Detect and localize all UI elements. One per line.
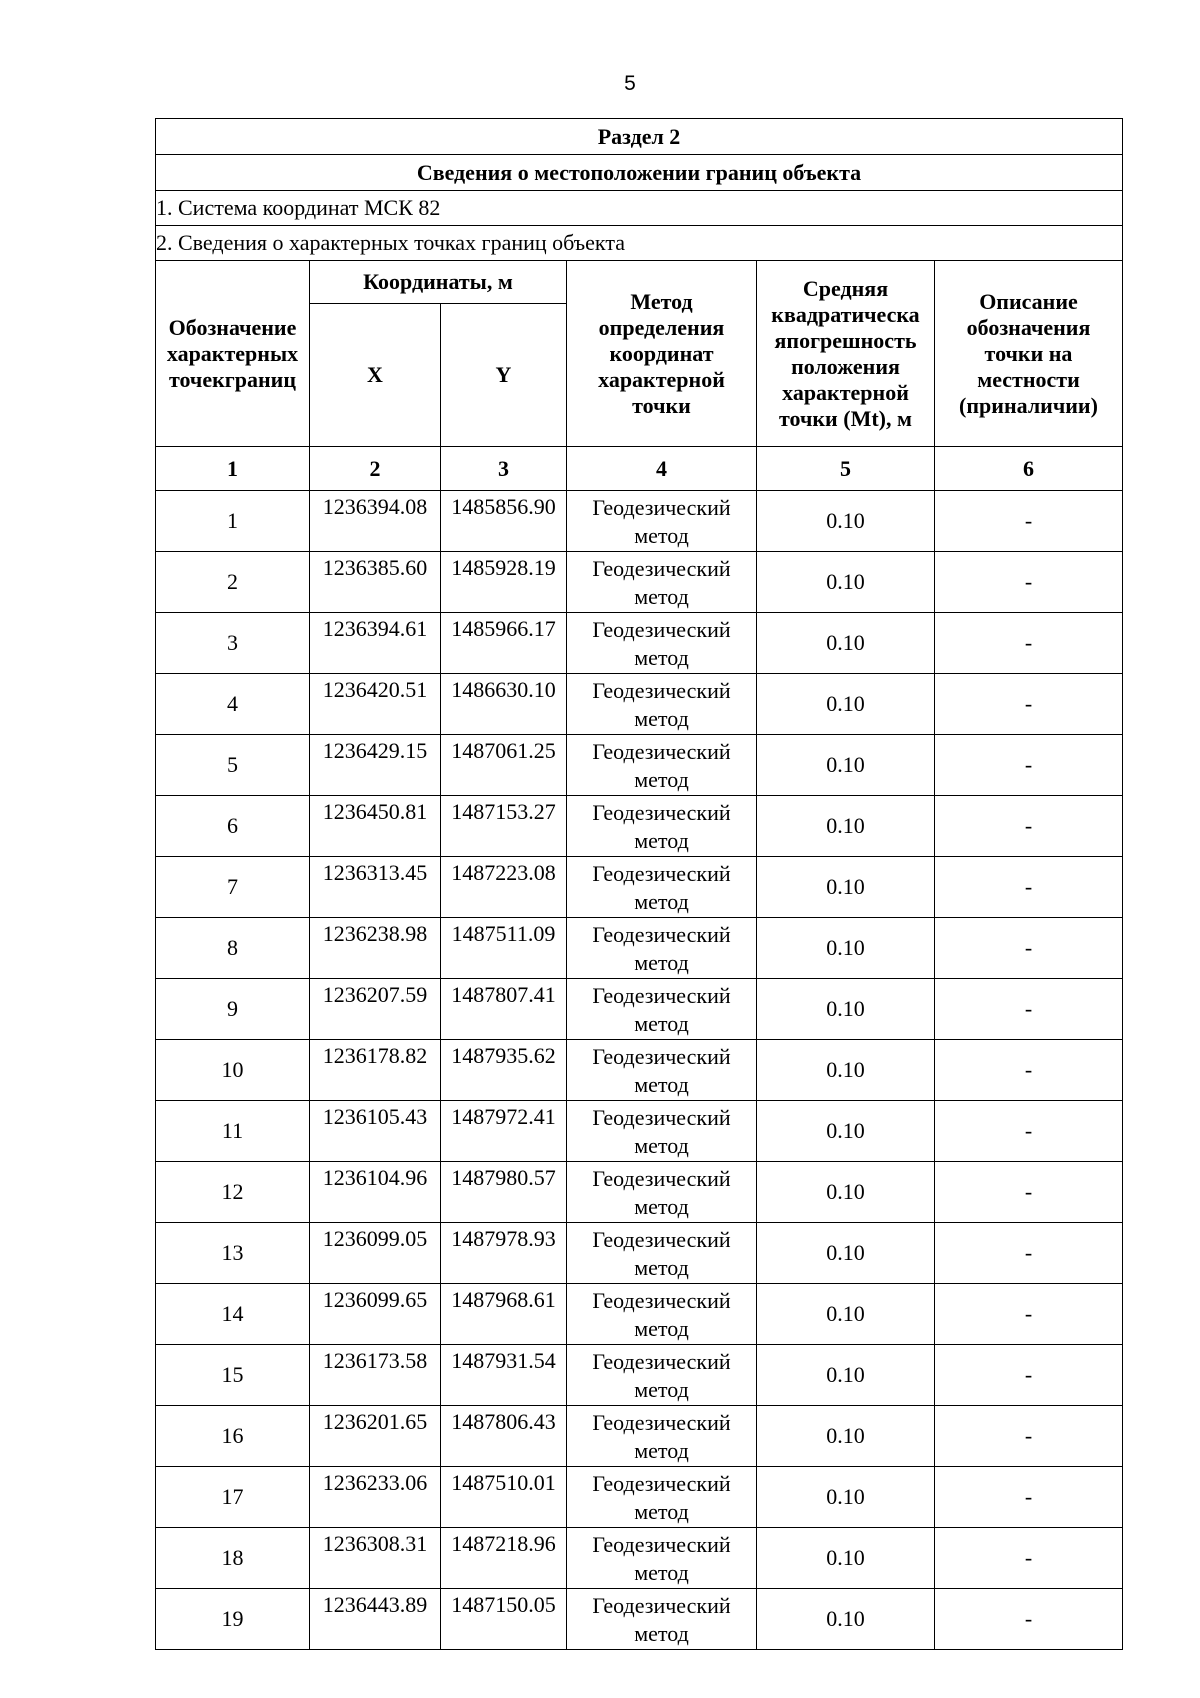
boundary-points-table <box>155 118 1123 1650</box>
method <box>567 1467 757 1528</box>
point-description: - <box>935 674 1123 735</box>
method <box>567 1406 757 1467</box>
coordinate-y: 1487935.62 <box>441 1040 567 1101</box>
coordinate-x: 1236233.06 <box>310 1467 441 1528</box>
header-method: Метод определения координат характерной точки <box>567 261 757 447</box>
point-description: - <box>935 613 1123 674</box>
method-line: Геодезический <box>592 983 731 1008</box>
method-line: метод <box>634 584 689 609</box>
method-line: Геодезический <box>592 617 731 642</box>
point-number: 12 <box>156 1162 310 1223</box>
point-description: - <box>935 1040 1123 1101</box>
table-row <box>156 552 1123 613</box>
mean-square-error: 0.10 <box>757 979 935 1040</box>
point-number: 19 <box>156 1589 310 1650</box>
coordinate-x: 1236173.58 <box>310 1345 441 1406</box>
coordinate-y: 1487968.61 <box>441 1284 567 1345</box>
method-line: метод <box>634 1133 689 1158</box>
coordinate-x: 1236394.08 <box>310 491 441 552</box>
point-number: 3 <box>156 613 310 674</box>
coordinate-x: 1236313.45 <box>310 857 441 918</box>
coordinate-x: 1236385.60 <box>310 552 441 613</box>
coordinate-y: 1487980.57 <box>441 1162 567 1223</box>
point-number: 13 <box>156 1223 310 1284</box>
point-number: 6 <box>156 796 310 857</box>
points-title: 2. Сведения о характерных точках границ объекта <box>156 226 1123 261</box>
section-title: Раздел 2 <box>156 119 1123 155</box>
point-description: - <box>935 1223 1123 1284</box>
header-y: Y <box>441 304 567 447</box>
method <box>567 613 757 674</box>
method-line: Геодезический <box>592 1227 731 1252</box>
method-line: Геодезический <box>592 1471 731 1496</box>
coordinate-y: 1487806.43 <box>441 1406 567 1467</box>
point-description: - <box>935 1406 1123 1467</box>
coordinate-x: 1236420.51 <box>310 674 441 735</box>
coordinate-x: 1236099.65 <box>310 1284 441 1345</box>
point-description: - <box>935 979 1123 1040</box>
point-number: 10 <box>156 1040 310 1101</box>
coordinate-y: 1487223.08 <box>441 857 567 918</box>
table-row <box>156 674 1123 735</box>
point-number: 11 <box>156 1101 310 1162</box>
method-line: Геодезический <box>592 1593 731 1618</box>
method <box>567 1528 757 1589</box>
method-line: метод <box>634 1255 689 1280</box>
point-number: 14 <box>156 1284 310 1345</box>
table-row <box>156 1101 1123 1162</box>
point-description: - <box>935 491 1123 552</box>
coordinate-x: 1236238.98 <box>310 918 441 979</box>
header-coordinates: Координаты, м <box>310 261 567 304</box>
column-number: 1 <box>156 447 310 491</box>
table-row <box>156 1345 1123 1406</box>
method-line: Геодезический <box>592 1532 731 1557</box>
point-description: - <box>935 1284 1123 1345</box>
mean-square-error: 0.10 <box>757 1345 935 1406</box>
method-line: метод <box>634 889 689 914</box>
point-description: - <box>935 1162 1123 1223</box>
table-row <box>156 1284 1123 1345</box>
coordinate-y: 1487807.41 <box>441 979 567 1040</box>
mean-square-error: 0.10 <box>757 1467 935 1528</box>
point-description: - <box>935 1101 1123 1162</box>
coordinate-x: 1236394.61 <box>310 613 441 674</box>
method-line: Геодезический <box>592 1288 731 1313</box>
coordinate-y: 1487150.05 <box>441 1589 567 1650</box>
table-row <box>156 857 1123 918</box>
method <box>567 918 757 979</box>
method-line: метод <box>634 767 689 792</box>
point-number: 7 <box>156 857 310 918</box>
point-number: 5 <box>156 735 310 796</box>
section-subtitle: Сведения о местоположении границ объекта <box>156 155 1123 191</box>
coordinate-x: 1236308.31 <box>310 1528 441 1589</box>
mean-square-error: 0.10 <box>757 552 935 613</box>
mean-square-error: 0.10 <box>757 1589 935 1650</box>
method <box>567 1101 757 1162</box>
method-line: Геодезический <box>592 678 731 703</box>
point-number: 4 <box>156 674 310 735</box>
coordinate-x: 1236099.05 <box>310 1223 441 1284</box>
method <box>567 1223 757 1284</box>
header-designation: Обозначение характерных точекграниц <box>156 261 310 447</box>
table-row <box>156 613 1123 674</box>
point-number: 2 <box>156 552 310 613</box>
method-line: метод <box>634 1011 689 1036</box>
method-line: метод <box>634 706 689 731</box>
table-row <box>156 491 1123 552</box>
coordinate-y: 1487972.41 <box>441 1101 567 1162</box>
coordinate-y: 1485966.17 <box>441 613 567 674</box>
method-line: метод <box>634 1194 689 1219</box>
coordinate-y: 1487510.01 <box>441 1467 567 1528</box>
coordinate-y: 1487218.96 <box>441 1528 567 1589</box>
method-line: метод <box>634 1072 689 1097</box>
mean-square-error: 0.10 <box>757 1223 935 1284</box>
method <box>567 1345 757 1406</box>
coordinate-y: 1487978.93 <box>441 1223 567 1284</box>
point-number: 15 <box>156 1345 310 1406</box>
point-number: 8 <box>156 918 310 979</box>
table-row <box>156 1406 1123 1467</box>
method <box>567 491 757 552</box>
table-row <box>156 1040 1123 1101</box>
method <box>567 735 757 796</box>
point-description: - <box>935 1467 1123 1528</box>
mean-square-error: 0.10 <box>757 1528 935 1589</box>
method <box>567 552 757 613</box>
method-line: Геодезический <box>592 1349 731 1374</box>
table-row <box>156 1162 1123 1223</box>
mean-square-error: 0.10 <box>757 1040 935 1101</box>
mean-square-error: 0.10 <box>757 613 935 674</box>
coordinate-x: 1236429.15 <box>310 735 441 796</box>
coordinate-y: 1486630.10 <box>441 674 567 735</box>
method-line: метод <box>634 1621 689 1646</box>
method-line: метод <box>634 1438 689 1463</box>
coordinate-y: 1487511.09 <box>441 918 567 979</box>
point-description: - <box>935 796 1123 857</box>
column-number: 4 <box>567 447 757 491</box>
mean-square-error: 0.10 <box>757 1284 935 1345</box>
method-line: Геодезический <box>592 495 731 520</box>
coordinate-x: 1236105.43 <box>310 1101 441 1162</box>
mean-square-error: 0.10 <box>757 735 935 796</box>
page-number: 5 <box>624 72 636 95</box>
table-row <box>156 735 1123 796</box>
method <box>567 796 757 857</box>
method-line: метод <box>634 523 689 548</box>
coordinate-y: 1487061.25 <box>441 735 567 796</box>
table-row <box>156 1223 1123 1284</box>
column-number: 2 <box>310 447 441 491</box>
method-line: Геодезический <box>592 1410 731 1435</box>
method-line: Геодезический <box>592 800 731 825</box>
method-line: метод <box>634 1377 689 1402</box>
coordinate-x: 1236104.96 <box>310 1162 441 1223</box>
point-number: 9 <box>156 979 310 1040</box>
method-line: Геодезический <box>592 1044 731 1069</box>
mean-square-error: 0.10 <box>757 674 935 735</box>
header-error: Средняя квадратическа япогрешность положения характерной точки (Mt), м <box>757 261 935 447</box>
column-number: 6 <box>935 447 1123 491</box>
method-line: Геодезический <box>592 1166 731 1191</box>
method-line: метод <box>634 645 689 670</box>
column-number: 5 <box>757 447 935 491</box>
mean-square-error: 0.10 <box>757 1162 935 1223</box>
point-description: - <box>935 1589 1123 1650</box>
method <box>567 1284 757 1345</box>
method-line: Геодезический <box>592 861 731 886</box>
table-row <box>156 979 1123 1040</box>
coordinate-y: 1485928.19 <box>441 552 567 613</box>
method-line: метод <box>634 828 689 853</box>
coordinate-y: 1485856.90 <box>441 491 567 552</box>
method-line: Геодезический <box>592 1105 731 1130</box>
coordinate-y: 1487153.27 <box>441 796 567 857</box>
mean-square-error: 0.10 <box>757 796 935 857</box>
method-line: Геодезический <box>592 556 731 581</box>
table-row <box>156 918 1123 979</box>
column-number: 3 <box>441 447 567 491</box>
method-line: метод <box>634 1499 689 1524</box>
point-description: - <box>935 735 1123 796</box>
coordinate-x: 1236178.82 <box>310 1040 441 1101</box>
coordinate-x: 1236207.59 <box>310 979 441 1040</box>
method-line: метод <box>634 1316 689 1341</box>
table-row <box>156 1528 1123 1589</box>
method <box>567 674 757 735</box>
method <box>567 1040 757 1101</box>
point-description: - <box>935 857 1123 918</box>
coordinate-system: 1. Система координат МСК 82 <box>156 191 1123 226</box>
point-number: 18 <box>156 1528 310 1589</box>
table-row <box>156 796 1123 857</box>
coordinate-x: 1236450.81 <box>310 796 441 857</box>
point-description: - <box>935 552 1123 613</box>
point-description: - <box>935 1528 1123 1589</box>
method <box>567 1589 757 1650</box>
point-number: 17 <box>156 1467 310 1528</box>
method-line: метод <box>634 950 689 975</box>
point-description: - <box>935 1345 1123 1406</box>
method-line: Геодезический <box>592 922 731 947</box>
mean-square-error: 0.10 <box>757 1406 935 1467</box>
header-description: Описание обозначения точки на местности (приналичии) <box>935 261 1123 447</box>
point-number: 16 <box>156 1406 310 1467</box>
mean-square-error: 0.10 <box>757 1101 935 1162</box>
coordinate-x: 1236201.65 <box>310 1406 441 1467</box>
mean-square-error: 0.10 <box>757 491 935 552</box>
method <box>567 857 757 918</box>
coordinate-x: 1236443.89 <box>310 1589 441 1650</box>
method-line: Геодезический <box>592 739 731 764</box>
point-description: - <box>935 918 1123 979</box>
mean-square-error: 0.10 <box>757 918 935 979</box>
point-number: 1 <box>156 491 310 552</box>
header-x: X <box>310 304 441 447</box>
table-row <box>156 1589 1123 1650</box>
method <box>567 1162 757 1223</box>
method <box>567 979 757 1040</box>
method-line: метод <box>634 1560 689 1585</box>
table-row <box>156 1467 1123 1528</box>
mean-square-error: 0.10 <box>757 857 935 918</box>
coordinate-y: 1487931.54 <box>441 1345 567 1406</box>
